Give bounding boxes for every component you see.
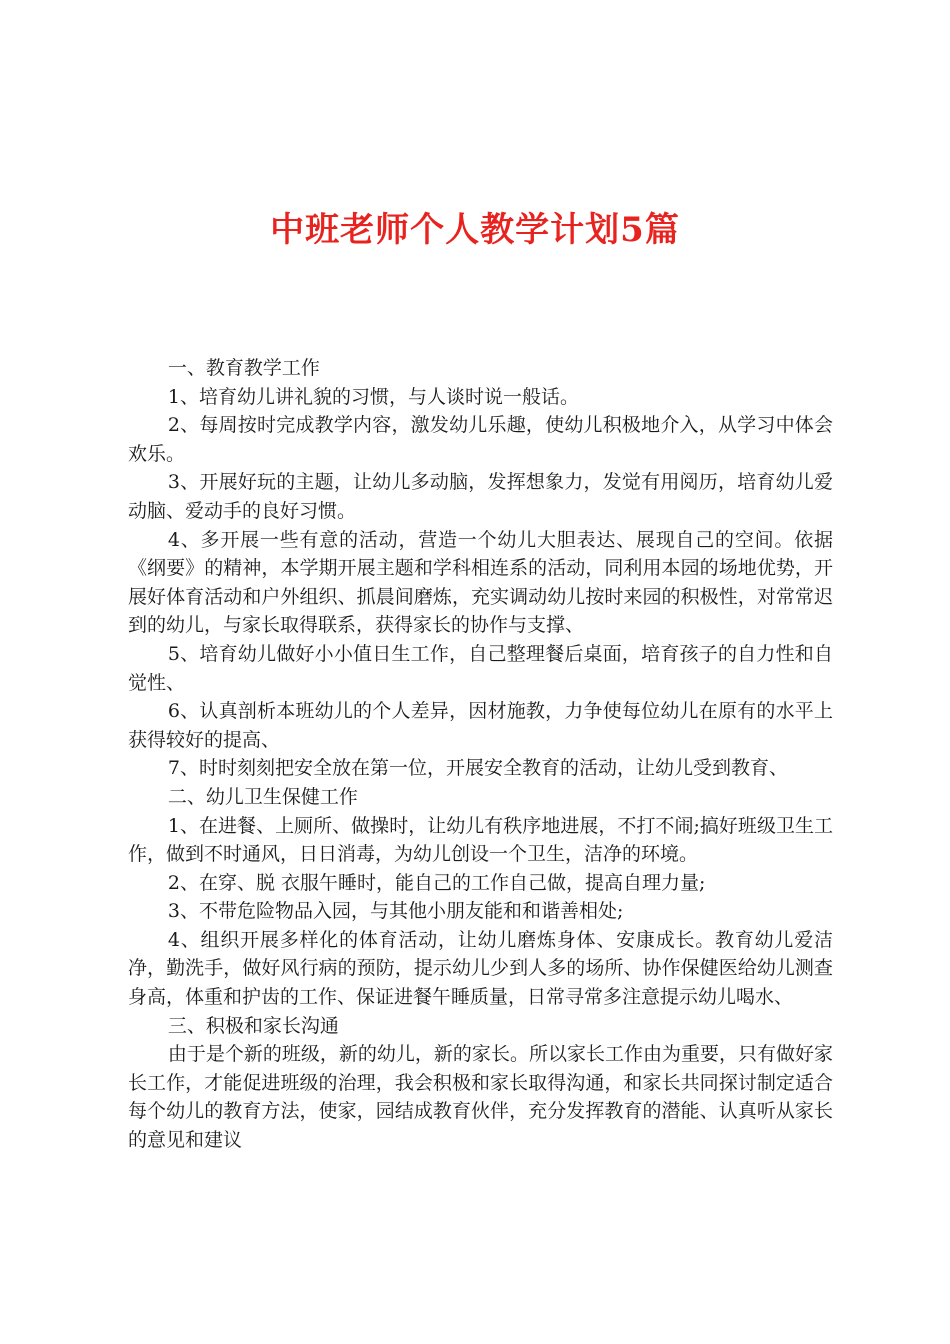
paragraph: 6、认真剖析本班幼儿的个人差异，因材施教，力争使每位幼儿在原有的水平上获得较好的提高、: [128, 700, 833, 751]
document-body: [128, 354, 833, 1155]
document-title: 中班老师个人教学计划5篇: [270, 210, 680, 250]
paragraph: 2、每周按时完成教学内容，激发幼儿乐趣，使幼儿积极地介入，从学习中体会欢乐。: [128, 414, 833, 465]
section-heading-2: 二、幼儿卫生保健工作: [167, 785, 358, 808]
section-heading-3: 三、积极和家长沟通: [167, 1014, 339, 1037]
paragraph: 1、在进餐、上厕所、做操时，让幼儿有秩序地进展，不打不闹;搞好班级卫生工作，做到不时通风，日日消毒，为幼儿创设一个卫生，洁净的环境。: [128, 814, 833, 866]
paragraph: 5、培育幼儿做好小小值日生工作，自己整理餐后桌面，培育孩子的自力性和自觉性、: [128, 642, 833, 694]
paragraph: 2、在穿、脱 衣服午睡时，能自己的工作自己做，提高自理力量;: [167, 871, 706, 894]
paragraph: 由于是个新的班级，新的幼儿，新的家长。所以家长工作由为重要，只有做好家长工作，才能促进班级的治理，我会积极和家长取得沟通，和家长共同探讨制定适合每个幼儿的教育方法，使家，园结成教育伙伴，充分发挥教育的潜能、认真听从家长的意见和建议: [128, 1043, 833, 1152]
paragraph: 1、培育幼儿讲礼貌的习惯，与人谈时说一般话。: [167, 385, 579, 408]
paragraph: 4、多开展一些有意的活动，营造一个幼儿大胆表达、展现自己的空间。依据《纲要》的精神，本学期开展主题和学科相连系的活动，同利用本园的场地优势，开展好体育活动和户外组织、抓晨间磨炼，充实调动幼儿按时来园的积极性，对常常迟到的幼儿，与家长取得联系，获得家长的协作与支撑、: [128, 528, 833, 637]
paragraph: 7、时时刻刻把安全放在第一位，开展安全教育的活动，让幼儿受到教育、: [167, 757, 788, 780]
section-heading-1: 一、教育教学工作: [167, 357, 320, 379]
paragraph: 4、组织开展多样化的体育活动，让幼儿磨炼身体、安康成长。教育幼儿爱洁净，勤洗手，做好风行病的预防，提示幼儿少到人多的场所、协作保健医给幼儿测查身高，体重和护齿的工作、保证进餐午睡质量，日常寻常多注意提示幼儿喝水、: [128, 928, 833, 1009]
paragraph: 3、开展好玩的主题，让幼儿多动脑，发挥想象力，发觉有用阅历，培育幼儿爱动脑、爱动手的良好习惯。: [128, 471, 833, 522]
paragraph: 3、不带危险物品入园，与其他小朋友能和和谐善相处;: [167, 900, 624, 923]
